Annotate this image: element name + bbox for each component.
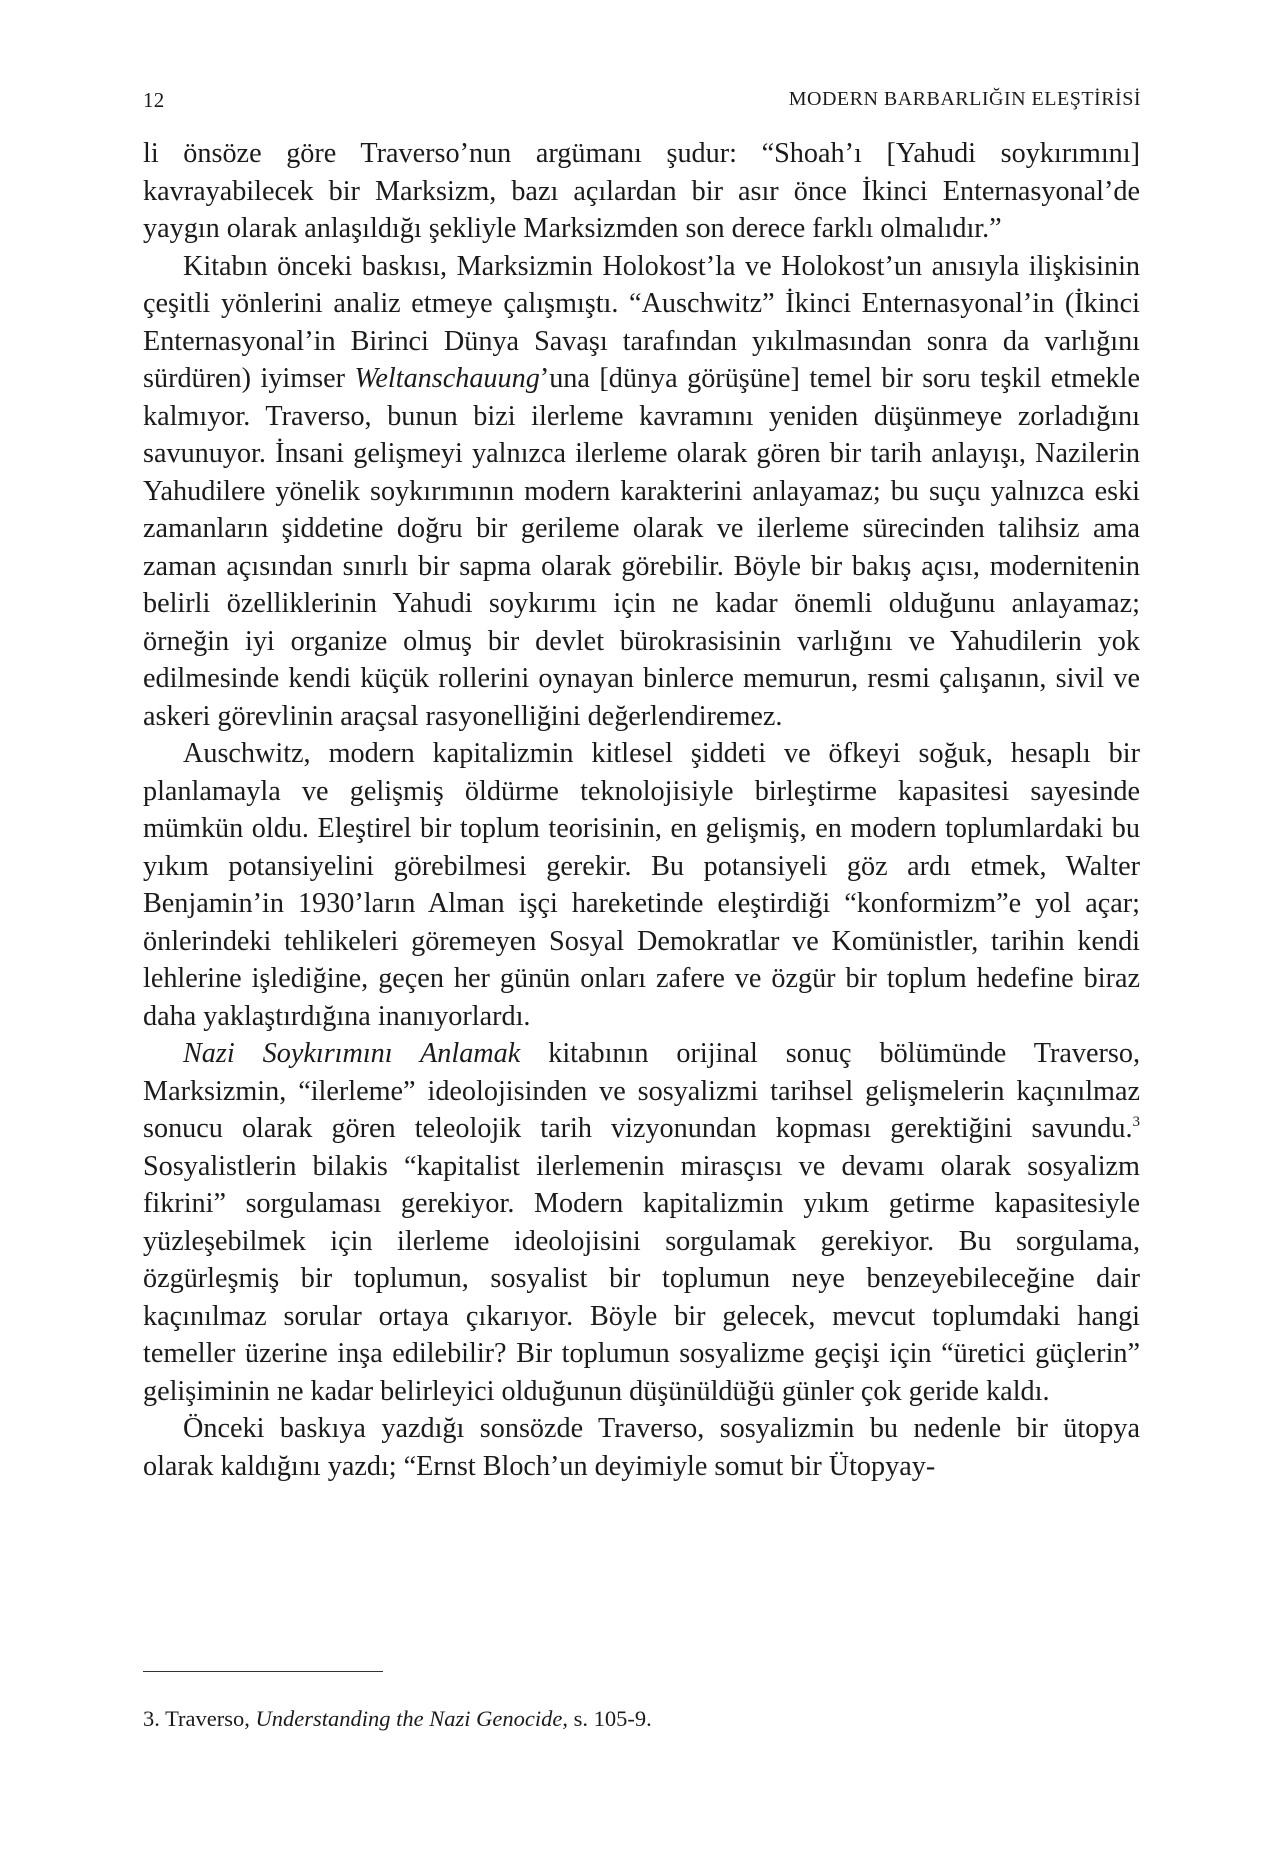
footnote xyxy=(143,1705,652,1733)
text-run: Auschwitz, modern kapitalizmin kitlesel şiddeti ve öfkeyi soğuk, hesaplı bir planlamayla ve gelişmiş öldürme teknolojisiyle birleştirme kapasitesi sayesinde mümkün oldu. Eleştirel bir toplum teorisinin, en gelişmiş, en modern toplumlardaki bu yıkım potansiyelini görebilmesi gerekir. Bu potansiyeli göz ardı etmek, Walter Benjamin’in 1930’ların Alman işçi hareketinde eleştirdiği “konformizm”e yol açar; önlerindeki tehlikeleri göremeyen Sosyal Demokratlar ve Komünistler, tarihin kendi lehlerine işlediğine, geçen her günün onları zafere ve özgür bir toplum hedefine biraz daha yaklaştırdığına inanıyorlardı. xyxy=(143,738,1140,1032)
paragraph xyxy=(143,1410,1140,1485)
text-run: Sosyalistlerin bilakis “kapitalist ilerlemenin mirasçısı ve devamı olarak sosyalizm fikrini” sorgulaması gerekiyor. Modern kapitalizmin yıkım getirme kapasitesiyle yüzleşebilmek için ilerleme ideolojisini sorgulamak gerekiyor. Bu sorgulama, özgürleşmiş bir toplumun, sosyalist bir toplumun neye benzeyebileceğine dair kaçınılmaz sorular ortaya çıkarıyor. Böyle bir gelecek, mevcut toplumdaki hangi temeller üzerine inşa edilebilir? Bir toplumun sosyalizme geçişi için “üretici güçlerin” gelişiminin ne kadar belirleyici olduğunun düşünüldüğü günler çok geride kaldı. xyxy=(143,1150,1140,1407)
text-run: ’una [dünya görüşüne] temel bir soru teşkil etmekle kalmıyor. Traverso, bunun bizi ilerleme kavramını yeniden düşünmeye zorladığını savunuyor. İnsani gelişmeyi yalnızca ilerleme olarak gören bir tarih anlayışı, Nazilerin Yahudilere yönelik soykırımının modern karakterini anlayamaz; bu suçu yalnızca eski zamanların şiddetine doğru bir gerileme olarak ve ilerleme sürecinden talihsiz ama zaman açısından sınırlı bir sapma olarak görebilir. Böyle bir bakış açısı, modernitenin belirli özelliklerinin Yahudi soykırımı için ne kadar önemli olduğunu anlayamaz; örneğin iyi organize olmuş bir devlet bürokrasisinin varlığını ve Yahudilerin yok edilmesinde kendi küçük rollerini oynayan binlerce memurun, resmi çalışanın, sivil ve askeri görevlinin araçsal rasyonelliğini değerlendiremez. xyxy=(143,363,1140,732)
text-run: kitabının orijinal sonuç bölümünde Traverso, Marksizmin, “ilerleme” ideolojisinden ve sosyalizmi tarihsel gelişmelerin kaçınılmaz sonucu olarak gören teleolojik tarih vizyonundan kopması gerektiğini savundu. xyxy=(143,1038,1140,1144)
footnote-title: Understanding the Nazi Genocide xyxy=(255,1706,563,1731)
footnote-number: 3. xyxy=(143,1706,160,1731)
paragraph xyxy=(143,1035,1140,1410)
italic-book-title: Nazi Soykırımını Anlamak xyxy=(183,1038,521,1069)
running-head xyxy=(143,88,1141,118)
paragraph xyxy=(143,135,1140,248)
page-number: 12 xyxy=(143,88,165,112)
body-text xyxy=(143,135,1140,1485)
footnote-author: Traverso, xyxy=(165,1706,250,1731)
italic-term: Weltanschauung xyxy=(354,363,540,394)
footnote-divider xyxy=(143,1671,383,1672)
footnote-pages: , s. 105-9. xyxy=(562,1706,652,1731)
text-run: li önsöze göre Traverso’nun argümanı şudur: “Shoah’ı [Yahudi soykırımını] kavrayabilecek bir Marksizm, bazı açılardan bir asır önce İkinci Enternasyonal’de yaygın olarak anlaşıldığı şekliyle Marksizmden son derece farklı olmalıdır.” xyxy=(143,138,1140,244)
running-head-title: MODERN BARBARLIĞIN ELEŞTİRİSİ xyxy=(788,88,1141,110)
paragraph xyxy=(143,248,1140,736)
footnote-reference: 3 xyxy=(1132,1114,1140,1130)
text-run: Kitabın önceki baskısı, Marksizmin Holokost’la ve Holokost’un anısıyla ilişkisinin çeşitli yönlerini analiz etmeye çalışmıştı. “Auschwitz” İkinci Enternasyonal’in (İkinci Enternasyonal’in Birinci Dünya Savaşı tarafından yıkılmasından sonra da varlığını sürdüren) iyimser xyxy=(143,250,1140,394)
paragraph xyxy=(143,735,1140,1035)
text-run: Önceki baskıya yazdığı sonsözde Traverso, sosyalizmin bu nedenle bir ütopya olarak kaldığını yazdı; “Ernst Bloch’un deyimiyle somut bir Ütopyay- xyxy=(143,1413,1140,1482)
